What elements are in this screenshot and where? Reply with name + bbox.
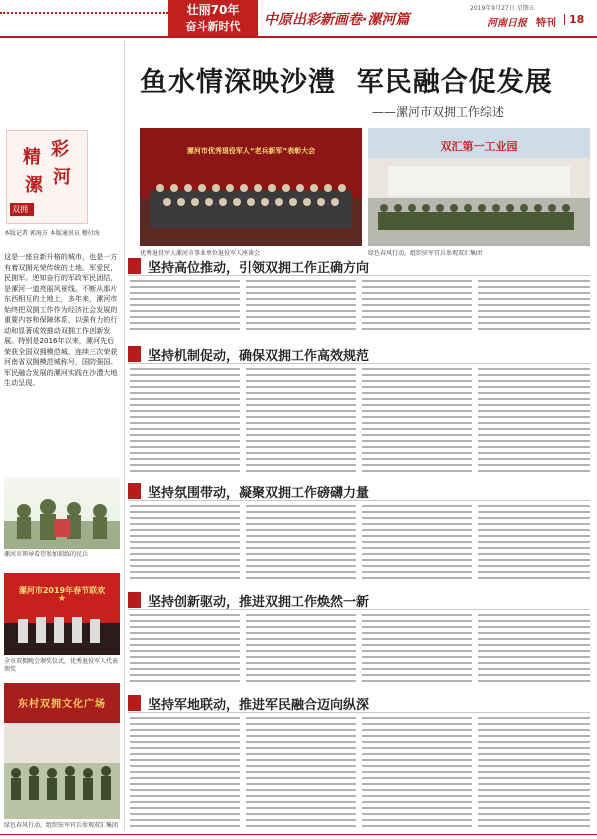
sidebar-divider	[124, 40, 125, 830]
section-1-marker	[128, 258, 141, 274]
section-4-marker	[128, 592, 141, 608]
section-2-body-col2	[246, 368, 356, 476]
section-2-marker	[128, 346, 141, 362]
militia-photo-caption: 漯河市领导看望参加训练的民兵	[4, 551, 89, 558]
section-2-title: 坚持机制促动，确保双拥工作高效规范	[148, 349, 370, 364]
gala-photo	[4, 573, 120, 655]
section-1-heading	[128, 257, 590, 276]
sub-headline: ——漯河市双拥工作综述	[372, 105, 505, 119]
factory-visit-photo	[368, 128, 590, 246]
logo-sub: 双拥	[12, 205, 28, 214]
sidebar	[0, 40, 122, 839]
section-3-heading	[128, 482, 590, 501]
logo-char-4: 河	[53, 167, 71, 188]
veterans-photo-caption: 优秀退役军人漯河市事业单位退役军人座谈会	[140, 250, 261, 257]
masthead	[0, 0, 597, 38]
section-1-title: 坚持高位推动，引领双拥工作正确方向	[148, 261, 370, 276]
gala-banner-text: 漯河市2019年春节联欢	[18, 586, 106, 595]
svg-text:★: ★	[57, 594, 67, 604]
section-4-body-col3	[362, 614, 472, 682]
anniversary-banner	[168, 0, 258, 36]
veterans-meeting-photo	[140, 128, 362, 246]
section-1-body	[130, 280, 240, 334]
page-number: 18	[569, 13, 585, 26]
culture-photo-caption: 绿色春风行动，组织驻军官兵参观双汇集团	[4, 822, 119, 829]
section-5-body-col3	[362, 717, 472, 829]
section-1-body-col4	[478, 280, 590, 334]
section-4-body-col2	[246, 614, 356, 682]
header-dot-rule	[0, 12, 168, 14]
section-4-body-col4	[478, 614, 590, 682]
gala-photo-caption: 全市双拥晚会颁奖仪式，优秀退役军人代表领奖	[4, 658, 119, 673]
banner-line1: 壮丽70年	[186, 3, 240, 17]
paper-name: 河南日报	[487, 18, 527, 29]
section-3-body-col2	[246, 505, 356, 581]
section-2-body-col3	[362, 368, 472, 476]
section-4-title: 坚持创新驱动，推进双拥工作焕然一新	[148, 595, 370, 610]
byline: 本版记者 郭海方 本版通讯员 穆付海	[4, 230, 100, 237]
section-3-body-col4	[478, 505, 590, 581]
section-4-heading	[128, 591, 590, 610]
edition-label: 特刊	[536, 18, 556, 29]
page-separator	[564, 14, 565, 25]
banner-line2: 奋斗新时代	[185, 20, 241, 33]
section-1-body-col3	[362, 280, 472, 334]
column-logo	[6, 130, 88, 224]
section-4-body	[130, 614, 240, 682]
main-headline: 鱼水情深映沙澧 军民融合促发展	[140, 67, 553, 98]
sidebar-intro: 这是一座自新升格的城市，也是一方有着双拥光荣传统的土地。军爱民，民拥军。逆知奋行的军政军民团结，是漯河一道亮丽风景线。不断从那片东西相互的土地上，多年来，漯河市始终把双拥工作作为经济社会发展的重要内容和保障体系，以强有力的行动和显著成效推动双拥工作创新发展。特别是2016年以来，漯河先后荣获全国双拥模范城，连续三次荣获河南省双拥模范城称号，国防强国、军民融合发展的漯河实践在沙澧大地生动呈现。	[4, 252, 118, 387]
militia-training-photo	[4, 477, 120, 549]
section-2-body	[130, 368, 240, 476]
section-2-body-col4	[478, 368, 590, 476]
section-3-title: 坚持氛围带动，凝聚双拥工作磅礴力量	[148, 486, 370, 501]
series-title: 中原出彩新画卷·漯河篇	[264, 12, 410, 28]
section-5-body-col4	[478, 717, 590, 829]
section-5-marker	[128, 695, 141, 711]
section-3-body	[130, 505, 240, 581]
culture-square-sign: 东村双拥文化广场	[18, 699, 106, 710]
logo-char-3: 漯	[25, 175, 43, 196]
issue-date: 2019年9月27日 星期五	[470, 5, 535, 12]
section-1-body-col2	[246, 280, 356, 334]
factory-sign: 双汇第一工业园	[440, 140, 518, 153]
section-5-title: 坚持军地联动，推进军民融合迈向纵深	[148, 698, 370, 713]
logo-char-2: 彩	[51, 139, 69, 160]
section-5-heading	[128, 694, 590, 713]
header-rule	[0, 36, 597, 38]
veterans-meeting-banner: 漯河市优秀退役军人“老兵新军”表彰大会	[186, 147, 316, 155]
section-3-marker	[128, 483, 141, 499]
section-5-body	[130, 717, 240, 829]
section-5-body-col2	[246, 717, 356, 829]
logo-char-1: 精	[23, 147, 41, 168]
footer-rule	[0, 834, 597, 835]
culture-square-photo	[4, 683, 120, 819]
section-2-heading	[128, 345, 590, 364]
section-3-body-col3	[362, 505, 472, 581]
factory-photo-caption: 绿色春风行动，组织驻军官兵参观双汇集团	[368, 250, 483, 257]
